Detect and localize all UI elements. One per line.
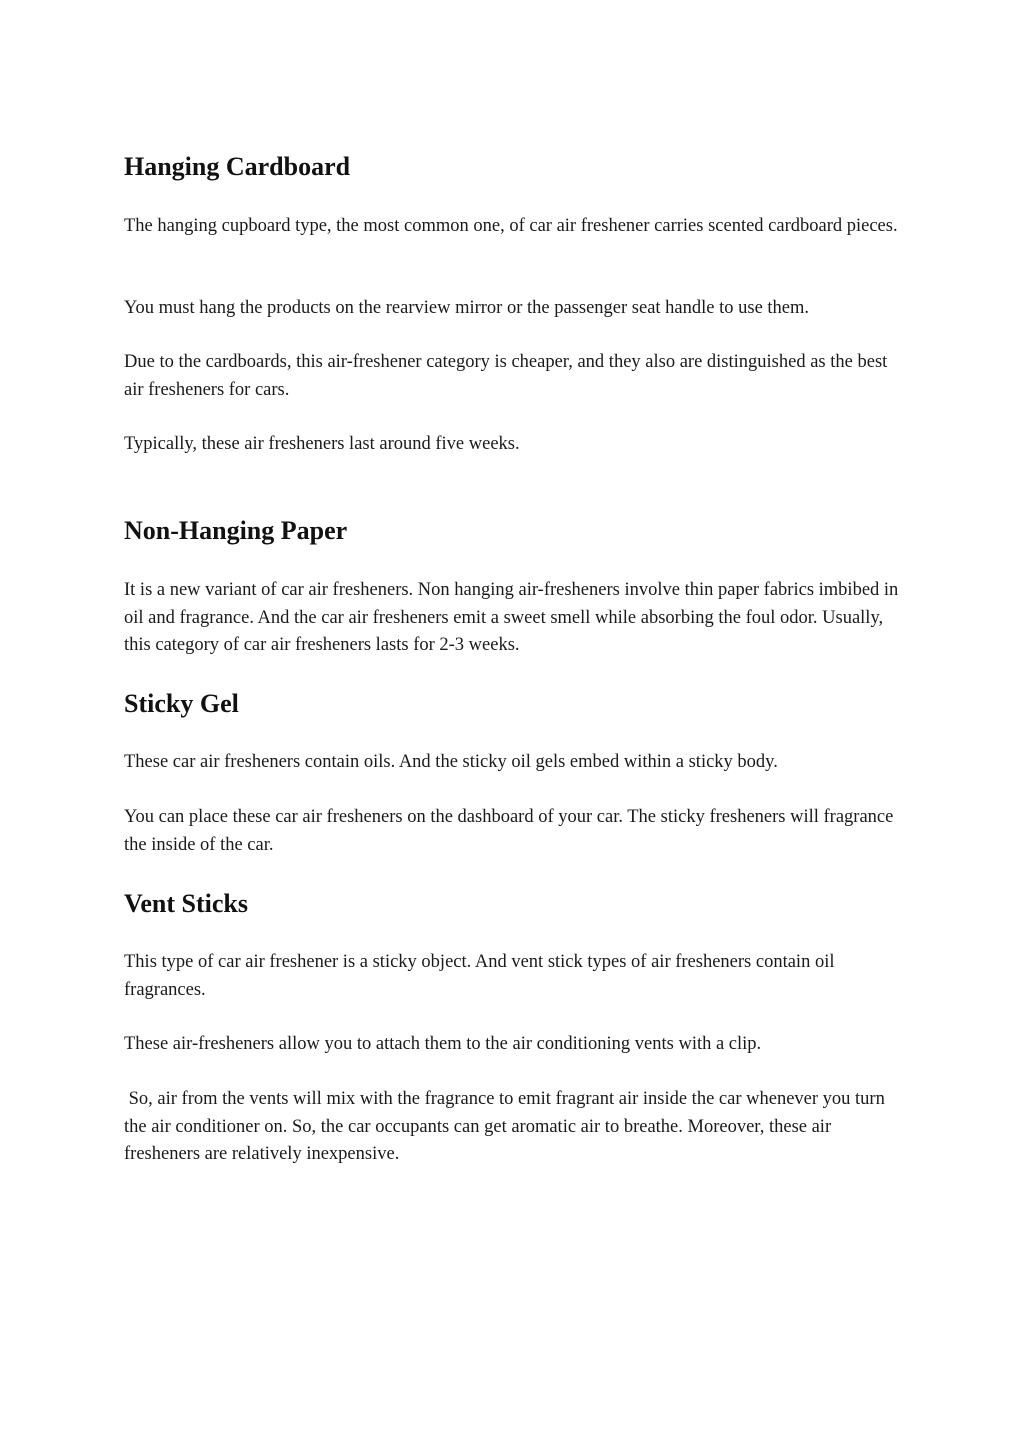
section-heading-hanging-cardboard: Hanging Cardboard [124, 152, 351, 181]
paragraph: Typically, these air fresheners last around five weeks. [124, 434, 520, 454]
section-heading-vent-sticks: Vent Sticks [124, 889, 249, 918]
section-heading-non-hanging-paper: Non-Hanging Paper [124, 516, 348, 545]
paragraph: These air-fresheners allow you to attach them to the air conditioning vents with a clip. [124, 1034, 762, 1054]
paragraph: So, air from the vents will mix with the fragrance to emit fragrant air inside the car whenever you turn the air conditioner on. So, the car occupants can get aromatic air to breathe. Moreover, these air fresheners are relatively inexpensive. [124, 1089, 890, 1164]
paragraph: These car air fresheners contain oils. And the sticky oil gels embed within a sticky body. [124, 752, 778, 772]
paragraph: You must hang the products on the rearview mirror or the passenger seat handle to use them. [124, 298, 810, 318]
paragraph: It is a new variant of car air fresheners. Non hanging air-fresheners involve thin paper fabrics imbibed in oil and fragrance. And the car air fresheners emit a sweet smell while absorbing the foul odor. Usually, this category of car air fresheners lasts for 2-3 weeks. [124, 580, 899, 655]
paragraph: The hanging cupboard type, the most common one, of car air freshener carries scented cardboard pieces. [124, 216, 898, 236]
paragraph: This type of car air freshener is a sticky object. And vent stick types of air fresheners contain oil fragrances. [124, 952, 835, 1000]
paragraph: You can place these car air fresheners on the dashboard of your car. The sticky fresheners will fragrance the inside of the car. [124, 807, 894, 855]
section-heading-sticky-gel: Sticky Gel [124, 689, 239, 718]
paragraph: Due to the cardboards, this air-freshener category is cheaper, and they also are distinguished as the best air fresheners for cars. [124, 352, 888, 400]
